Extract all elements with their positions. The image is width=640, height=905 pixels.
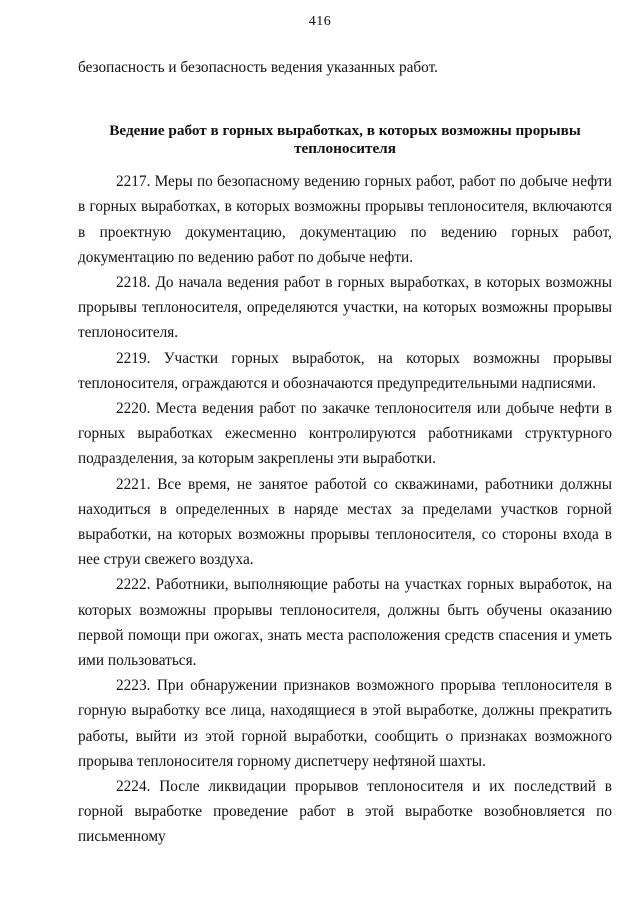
paragraph-2217: 2217. Меры по безопасному ведению горных работ, работ по добыче нефти в горных выработках, в которых возможны прорывы теплоносителя, включаются в проектную документацию, документацию по ведению горных работ, документацию по ведению работ по добыче нефти. [78, 173, 612, 266]
paragraph-2224: 2224. После ликвидации прорывов теплоносителя и их последствий в горной выработке проведение работ в этой выработке возобновляется по письменному [78, 778, 612, 846]
paragraph-2223: 2223. При обнаружении признаков возможного прорыва теплоносителя в горную выработку все лица, находящиеся в этой выработке, должны прекратить работы, выйти из этой горной выработки, сообщить о признаках возможного прорыва теплоносителя горному диспетчеру нефтяной шахты. [78, 677, 612, 770]
continuation-line: безопасность и безопасность ведения указанных работ. [78, 59, 438, 76]
section-heading: Ведение работ в горных выработках, в которых возможны прорывы теплоносителя [109, 122, 581, 158]
page-number: 416 [308, 14, 332, 29]
paragraph-2218: 2218. До начала ведения работ в горных выработках, в которых возможны прорывы теплоносителя, определяются участки, на которых возможны прорывы теплоносителя. [78, 274, 612, 342]
paragraph-2219: 2219. Участки горных выработок, на которых возможны прорывы теплоносителя, ограждаются и обозначаются предупредительными надписями. [78, 349, 612, 392]
paragraph-2222: 2222. Работники, выполняющие работы на участках горных выработок, на которых возможны прорывы теплоносителя, должны быть обучены оказанию первой помощи при ожогах, знать места расположения средств спасения и уметь ими пользоваться. [78, 576, 612, 670]
page-body [78, 55, 612, 850]
paragraph-2220: 2220. Места ведения работ по закачке теплоносителя или добыче нефти в горных выработках ежесменно контролируются работниками структурного подразделения, за которым закреплены эти выработки. [78, 400, 612, 468]
paragraph-2221: 2221. Все время, не занятое работой со скважинами, работники должны находиться в определенных в наряде местах за пределами участков горной выработки, на которых возможны прорывы теплоносителя, со стороны входа в нее струи свежего воздуха. [78, 475, 612, 569]
